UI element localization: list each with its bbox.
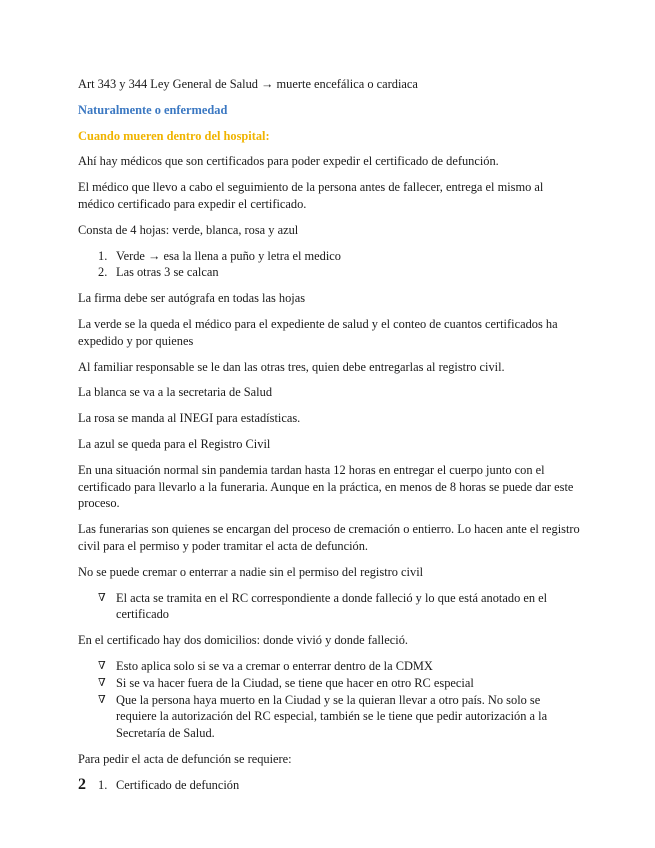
domicile-list — [78, 658, 580, 742]
list-number: 1. — [98, 777, 108, 792]
document-page — [78, 76, 580, 803]
rc-list — [78, 590, 580, 624]
list-item-text: Esto aplica solo si se va a cremar o enterrar dentro de la CDMX — [116, 658, 433, 673]
list-item-text: Que la persona haya muerto en la Ciudad y se la quieran llevar a otro país. No solo se requiere la autorización del RC especial, también se le tiene que pedir autorización a la Secretaría de Salud. — [116, 692, 548, 741]
list-item — [78, 658, 580, 675]
list-item-text: Certificado de defunción — [116, 777, 240, 792]
list-item — [78, 248, 580, 265]
paragraph: La firma debe ser autógrafa en todas las hojas — [78, 291, 306, 306]
list-item — [78, 675, 580, 692]
law-reference: Art 343 y 344 Ley General de Salud → muerte encefálica o cardiaca — [78, 77, 418, 91]
paragraph: En una situación normal sin pandemia tardan hasta 12 horas en entregar el cuerpo junto con el certificado para llevarlo a la funeraria. Aunque en la práctica, en menos de 8 horas se puede dar este proceso. — [78, 462, 574, 511]
page-number: 2 — [78, 776, 86, 793]
paragraph: Para pedir el acta de defunción se requiere: — [78, 751, 292, 766]
paragraph: La verde se la queda el médico para el expediente de salud y el conteo de cuantos certificados ha expedido y por quienes — [78, 316, 558, 348]
triangle-bullet-icon: ∇ — [98, 659, 106, 672]
paragraph: No se puede cremar o enterrar a nadie sin el permiso del registro civil — [78, 564, 424, 579]
list-item-text: Si se va hacer fuera de la Ciudad, se tiene que hacer en otro RC especial — [116, 675, 474, 690]
paragraph: Al familiar responsable se le dan las otras tres, quien debe entregarlas al registro civil. — [78, 359, 505, 374]
list-item-text: El acta se tramita en el RC correspondiente a donde falleció y lo que está anotado en el certificado — [116, 590, 548, 622]
triangle-bullet-icon: ∇ — [98, 676, 106, 689]
list-item-text: Verde → esa la llena a puño y letra el medico — [116, 248, 342, 263]
list-number: 2. — [98, 265, 108, 280]
list-item-text: Las otras 3 se calcan — [116, 265, 219, 280]
heading-hospital: Cuando mueren dentro del hospital: — [78, 128, 270, 143]
paragraph: El médico que llevo a cabo el seguimiento de la persona antes de fallecer, entrega el mismo al médico certificado para expedir el certificado. — [78, 180, 544, 211]
paragraph: Ahí hay médicos que son certificados para poder expedir el certificado de defunción. — [78, 154, 499, 169]
list-item — [78, 692, 580, 742]
requirements-list — [78, 777, 580, 794]
triangle-bullet-icon: ∇ — [98, 693, 106, 706]
paragraph: La rosa se manda al INEGI para estadísticas. — [78, 411, 301, 426]
sheets-list — [78, 248, 580, 282]
triangle-bullet-icon: ∇ — [98, 591, 106, 604]
paragraph: En el certificado hay dos domicilios: donde vivió y donde falleció. — [78, 633, 408, 648]
list-number: 1. — [98, 248, 108, 263]
paragraph: La azul se queda para el Registro Civil — [78, 436, 271, 451]
list-item — [78, 590, 580, 624]
heading-natural: Naturalmente o enfermedad — [78, 102, 228, 117]
paragraph: Las funerarias son quienes se encargan del proceso de cremación o entierro. Lo hacen ante el registro civil para el permiso y poder tramitar el acta de defunción. — [78, 522, 580, 553]
list-item — [78, 264, 580, 281]
paragraph: Consta de 4 hojas: verde, blanca, rosa y azul — [78, 222, 299, 237]
paragraph: La blanca se va a la secretaria de Salud — [78, 385, 273, 400]
list-item — [78, 777, 580, 794]
